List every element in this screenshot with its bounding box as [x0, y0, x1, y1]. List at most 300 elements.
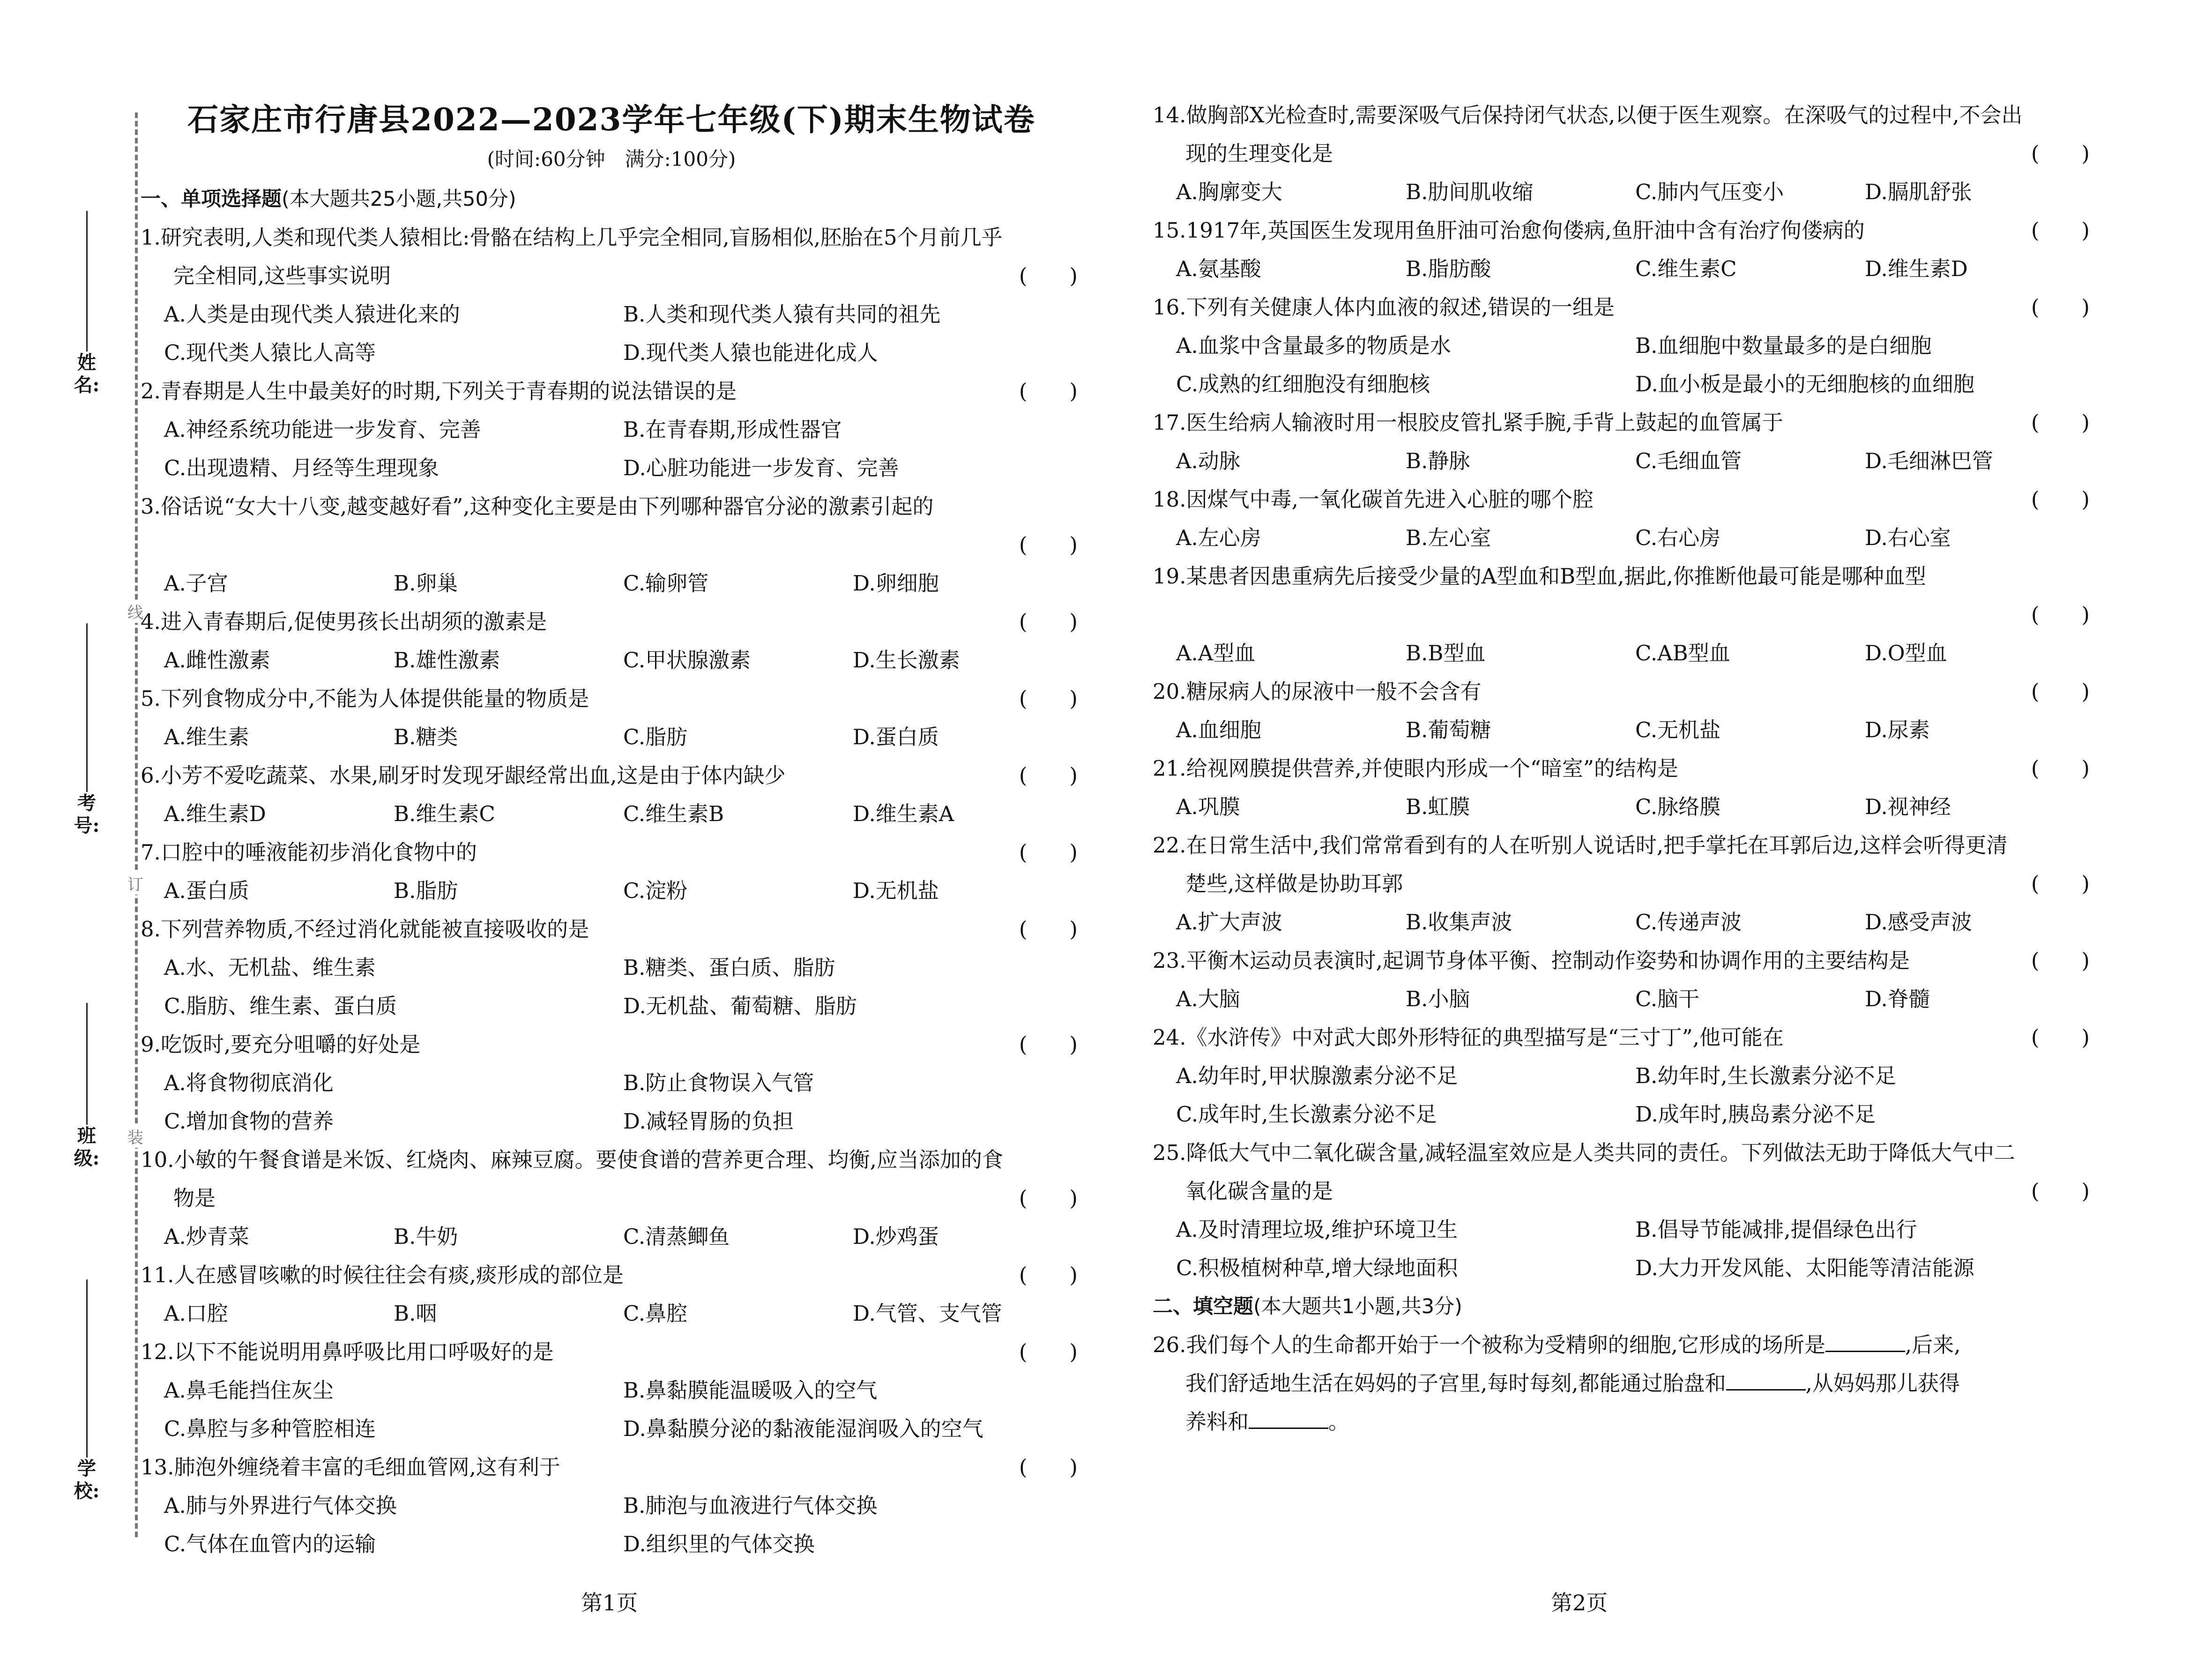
exam-number-write-line[interactable]: [86, 623, 88, 792]
right-column: [1153, 96, 2094, 1441]
option-a[interactable]: A.血细胞: [1176, 718, 1261, 742]
option-b[interactable]: B.鼻黏膜能温暖吸入的空气: [623, 1378, 878, 1403]
option-row: [141, 1294, 1082, 1333]
question-number: 19.: [1153, 564, 1186, 589]
question-number: 5.: [141, 686, 161, 711]
option-d[interactable]: D.血小板是最小的无细胞核的血细胞: [1635, 372, 1974, 396]
option-d[interactable]: D.现代类人猿也能进化成人: [623, 340, 878, 365]
fill-text: 我们每个人的生命都开始于一个被称为受精卵的细胞,它形成的场所是: [1186, 1332, 1825, 1357]
option-row: [1153, 1211, 2094, 1249]
fill-text: 养料和: [1185, 1409, 1249, 1434]
answer-parentheses[interactable]: ( ): [1019, 609, 1078, 634]
option-c[interactable]: C.传递声波: [1635, 910, 1742, 935]
option-c[interactable]: C.维生素C: [1635, 256, 1737, 281]
option-a[interactable]: A.水、无机盐、维生素: [164, 955, 376, 980]
option-d[interactable]: D.O型血: [1865, 641, 1947, 665]
question: [1153, 404, 2094, 480]
option-row: [141, 949, 1082, 987]
answer-parentheses[interactable]: ( ): [2031, 756, 2090, 781]
option-b[interactable]: B.葡萄糖: [1406, 718, 1491, 742]
option-c[interactable]: C.出现遗精、月经等生理现象: [164, 456, 439, 480]
question-number: 2.: [141, 379, 161, 404]
option-b[interactable]: B.牛奶: [394, 1224, 458, 1249]
answer-parentheses[interactable]: ( ): [1019, 917, 1078, 942]
option-b[interactable]: B.卵巢: [394, 571, 458, 596]
question-body: 下列营养物质,不经过消化就能被直接吸收的是: [160, 917, 589, 942]
option-row: [141, 1064, 1082, 1102]
option-c[interactable]: C.无机盐: [1635, 718, 1721, 742]
option-row: [1153, 788, 2094, 826]
option-c[interactable]: C.鼻腔: [623, 1301, 688, 1326]
question: [1153, 211, 2094, 288]
option-row: [1153, 1057, 2094, 1095]
fill-text: ,后来,: [1905, 1332, 1961, 1357]
option-d[interactable]: D.视神经: [1865, 794, 1951, 819]
option-b[interactable]: B.维生素C: [394, 801, 495, 826]
option-c[interactable]: C.右心房: [1635, 525, 1721, 550]
answer-parentheses[interactable]: ( ): [1019, 840, 1078, 865]
question-body: 糖尿病人的尿液中一般不会含有: [1186, 679, 1482, 704]
section-title: 二、填空题: [1153, 1295, 1253, 1318]
question: [141, 756, 1082, 833]
question-text: [141, 372, 1082, 411]
option-c[interactable]: C.鼻腔与多种管腔相连: [164, 1416, 376, 1441]
option-c[interactable]: C.气体在血管内的运输: [164, 1532, 376, 1556]
option-d[interactable]: D.膈肌舒张: [1865, 179, 1972, 204]
question-number: 24.: [1153, 1025, 1186, 1050]
option-a[interactable]: A.子宫: [164, 571, 228, 596]
option-row: [1153, 903, 2094, 942]
question-stem: [1153, 673, 2094, 711]
option-d[interactable]: D.炒鸡蛋: [853, 1224, 939, 1249]
question-body: 因煤气中毒,一氧化碳首先进入心脏的哪个腔: [1186, 487, 1594, 512]
option-a[interactable]: A.将食物彻底消化: [164, 1070, 334, 1095]
option-a[interactable]: A.血浆中含量最多的物质是水: [1176, 333, 1451, 358]
question-number: 25.: [1153, 1140, 1186, 1165]
question: [141, 603, 1082, 680]
option-d[interactable]: D.蛋白质: [853, 725, 939, 749]
question-number: 18.: [1153, 487, 1186, 512]
question-stem: [141, 372, 1082, 411]
option-b[interactable]: B.收集声波: [1406, 910, 1512, 935]
question-text: [141, 603, 1082, 641]
question-stem: [1153, 480, 2094, 519]
question-text: [1153, 211, 2094, 250]
option-b[interactable]: B.糖类: [394, 725, 458, 749]
option-row: [1153, 711, 2094, 749]
option-row: [141, 295, 1082, 334]
question-body: 1917年,英国医生发现用鱼肝油可治愈佝偻病,鱼肝油中含有治疗佝偻病的: [1186, 218, 1865, 243]
question-stem: [1153, 557, 2094, 596]
question-number: 15.: [1153, 218, 1186, 243]
answer-parentheses[interactable]: ( ): [2031, 487, 2090, 512]
option-a[interactable]: A.肺与外界进行气体交换: [164, 1493, 397, 1518]
question: [1153, 1018, 2094, 1134]
question: [141, 680, 1082, 756]
question: [141, 372, 1082, 487]
question-number: 26.: [1153, 1332, 1186, 1357]
option-row: [1153, 250, 2094, 288]
answer-parentheses[interactable]: ( ): [2031, 218, 2090, 243]
option-b[interactable]: B.防止食物误入气管: [623, 1070, 814, 1095]
question: [1153, 288, 2094, 404]
question-text: [141, 1141, 1082, 1218]
option-d[interactable]: D.维生素D: [1865, 256, 1968, 281]
option-a[interactable]: A.维生素D: [164, 801, 266, 826]
option-c[interactable]: C.成年时,生长激素分泌不足: [1176, 1102, 1437, 1127]
question-number: 7.: [141, 840, 161, 865]
question: [1153, 1134, 2094, 1287]
question-list-right: [1153, 96, 2094, 1287]
answer-parentheses[interactable]: ( ): [1019, 1455, 1078, 1480]
option-c[interactable]: C.甲状腺激素: [623, 648, 751, 673]
section-heading-choice: [141, 180, 1082, 218]
question-stem: [141, 1141, 1082, 1218]
answer-parentheses[interactable]: ( ): [2031, 679, 2090, 704]
option-d[interactable]: D.感受声波: [1865, 910, 1972, 935]
exam-subtitle: (时间:60分钟 满分:100分): [487, 148, 736, 171]
option-c[interactable]: C.现代类人猿比人高等: [164, 340, 376, 365]
question-stem: [141, 1025, 1082, 1064]
option-d[interactable]: D.气管、支气管: [853, 1301, 1002, 1326]
question: [1153, 673, 2094, 749]
question: [1153, 942, 2094, 1018]
question-stem: [141, 603, 1082, 641]
option-b[interactable]: B.雄性激素: [394, 648, 500, 673]
answer-parentheses[interactable]: ( ): [1019, 1339, 1078, 1364]
section-note: (本大题共25小题,共50分): [282, 187, 516, 211]
fill-question: [1153, 1326, 2094, 1364]
option-row: [141, 718, 1082, 756]
question: [1153, 826, 2094, 942]
option-a[interactable]: A.A型血: [1176, 641, 1256, 665]
question-number: 17.: [1153, 410, 1186, 435]
option-c[interactable]: C.毛细血管: [1635, 449, 1742, 473]
option-a[interactable]: A.动脉: [1176, 449, 1240, 473]
left-column: [141, 98, 1082, 1563]
option-a[interactable]: A.维生素: [164, 725, 249, 749]
option-row: [141, 1218, 1082, 1256]
question-text: [141, 1448, 1082, 1487]
question: [141, 1141, 1082, 1256]
option-d[interactable]: D.成年时,胰岛素分泌不足: [1635, 1102, 1876, 1127]
option-d[interactable]: D.鼻黏膜分泌的黏液能湿润吸入的空气: [623, 1416, 983, 1441]
answer-parentheses[interactable]: ( ): [1019, 686, 1078, 711]
answer-parentheses[interactable]: ( ): [2031, 410, 2090, 435]
name-field[interactable]: [70, 206, 103, 396]
option-a[interactable]: A.鼻毛能挡住灰尘: [164, 1378, 334, 1403]
question-stem: [141, 910, 1082, 949]
question-body: 人在感冒咳嗽的时候往往会有痰,痰形成的部位是: [174, 1263, 624, 1287]
option-a[interactable]: A.幼年时,甲状腺激素分泌不足: [1176, 1063, 1458, 1088]
question-text: [1153, 942, 2094, 980]
option-a[interactable]: A.炒青菜: [164, 1224, 249, 1249]
option-row: [141, 564, 1082, 603]
question-stem: [1153, 96, 2094, 173]
answer-parentheses[interactable]: ( ): [1019, 1263, 1078, 1287]
question-body: 青春期是人生中最美好的时期,下列关于青春期的说法错误的是: [160, 379, 737, 404]
fill-text: 我们舒适地生活在妈妈的子宫里,每时每刻,都能通过胎盘和: [1185, 1371, 1726, 1396]
option-row: [141, 1487, 1082, 1525]
question-text: [1153, 673, 2094, 711]
option-row: [141, 1102, 1082, 1141]
option-row: [1153, 1249, 2094, 1287]
option-c[interactable]: C.积极植树种草,增大绿地面积: [1176, 1256, 1458, 1280]
question-body: 给视网膜提供营养,并使眼内形成一个“暗室”的结构是: [1186, 756, 1678, 781]
exam-number-field[interactable]: [70, 619, 103, 837]
fill-question-line: [1153, 1403, 2094, 1441]
question-stem: [141, 487, 1082, 526]
section-note: (本大题共1小题,共3分): [1253, 1295, 1462, 1318]
option-row: [1153, 442, 2094, 480]
class-label: 班级:: [74, 1125, 100, 1169]
binding-dashed-line: [135, 112, 138, 1537]
section-title: 一、单项选择题: [141, 187, 282, 211]
option-c[interactable]: C.成熟的红细胞没有细胞核: [1176, 372, 1430, 396]
question: [141, 1333, 1082, 1448]
question-text: [1153, 404, 2094, 442]
option-d[interactable]: D.无机盐、葡萄糖、脂肪: [623, 994, 857, 1018]
answer-parentheses[interactable]: ( ): [1019, 532, 1078, 557]
question-stem: [1153, 749, 2094, 788]
answer-parentheses[interactable]: ( ): [2031, 1179, 2090, 1204]
option-c[interactable]: C.输卵管: [623, 571, 709, 596]
question-body: 降低大气中二氧化碳含量,减轻温室效应是人类共同的责任。下列做法无助于降低大气中二氧化碳含量的是: [1185, 1140, 2015, 1204]
question-stem: [141, 218, 1082, 295]
option-b[interactable]: B.虹膜: [1406, 794, 1470, 819]
question-number: 10.: [141, 1147, 174, 1172]
question-text: [1153, 288, 2094, 327]
answer-parentheses[interactable]: ( ): [2031, 141, 2090, 166]
question-body: 研究表明,人类和现代类人猿相比:骨骼在结构上几乎完全相同,盲肠相似,胚胎在5个月前几乎完全相同,这些事实说明: [160, 225, 1003, 288]
option-a[interactable]: A.氨基酸: [1176, 256, 1261, 281]
option-c[interactable]: C.AB型血: [1635, 641, 1730, 665]
question-number: 11.: [141, 1263, 174, 1287]
option-row: [141, 641, 1082, 680]
answer-parentheses[interactable]: ( ): [1019, 1032, 1078, 1057]
option-c[interactable]: C.维生素B: [623, 801, 724, 826]
question-number: 13.: [141, 1455, 174, 1480]
option-b[interactable]: B.幼年时,生长激素分泌不足: [1635, 1063, 1896, 1088]
option-a[interactable]: A.扩大声波: [1176, 910, 1282, 935]
option-d[interactable]: D.卵细胞: [853, 571, 939, 596]
option-b[interactable]: B.静脉: [1406, 449, 1470, 473]
answer-parentheses[interactable]: ( ): [2031, 871, 2090, 896]
question-number: 12.: [141, 1339, 174, 1364]
option-c[interactable]: C.清蒸鲫鱼: [623, 1224, 730, 1249]
class-field[interactable]: [70, 998, 103, 1170]
option-row: [1153, 634, 2094, 673]
option-row: [1153, 1095, 2094, 1134]
question: [141, 910, 1082, 1025]
question-body: 做胸部X光检查时,需要深吸气后保持闭气状态,以便于医生观察。在深吸气的过程中,不会出现的生理变化是: [1185, 103, 2023, 166]
question-body: 医生给病人输液时用一根胶皮管扎紧手腕,手背上鼓起的血管属于: [1186, 410, 1783, 435]
option-a[interactable]: A.大脑: [1176, 987, 1240, 1011]
option-c[interactable]: C.脑干: [1635, 987, 1700, 1011]
option-b[interactable]: B.血细胞中数量最多的是白细胞: [1635, 333, 1932, 358]
question-body: 下列有关健康人体内血液的叙述,错误的一组是: [1186, 295, 1615, 320]
option-row: [141, 1410, 1082, 1448]
question-body: 俗话说“女大十八变,越变越好看”,这种变化主要是由下列哪种器官分泌的激素引起的: [160, 494, 934, 519]
answer-parentheses[interactable]: ( ): [1019, 763, 1078, 788]
exam-number-label: 考号:: [74, 792, 100, 837]
question-body: 小芳不爱吃蔬菜、水果,刷牙时发现牙龈经常出血,这是由于体内缺少: [160, 763, 786, 788]
option-d[interactable]: D.脊髓: [1865, 987, 1930, 1011]
option-a[interactable]: A.巩膜: [1176, 794, 1240, 819]
question-stem: [141, 1333, 1082, 1371]
option-d[interactable]: D.无机盐: [853, 878, 939, 903]
option-b[interactable]: B.咽: [394, 1301, 437, 1326]
answer-blank[interactable]: [1249, 1409, 1328, 1429]
question-number: 1.: [141, 225, 161, 250]
answer-line: [141, 526, 1082, 564]
option-a[interactable]: A.人类是由现代类人猿进化来的: [164, 302, 460, 327]
binding-strip: [19, 94, 141, 1570]
option-a[interactable]: A.雌性激素: [164, 648, 270, 673]
option-row: [141, 411, 1082, 449]
question-number: 22.: [1153, 833, 1186, 858]
option-c[interactable]: C.肺内气压变小: [1635, 179, 1784, 204]
option-d[interactable]: D.尿素: [1865, 718, 1930, 742]
option-d[interactable]: D.心脏功能进一步发育、完善: [623, 456, 899, 480]
question-text: [1153, 96, 2094, 173]
name-label: 姓名:: [74, 351, 100, 396]
question-text: [141, 833, 1082, 872]
option-row: [141, 1525, 1082, 1563]
option-c[interactable]: C.淀粉: [623, 878, 688, 903]
answer-parentheses[interactable]: ( ): [2031, 602, 2090, 627]
option-a[interactable]: A.胸廓变大: [1176, 179, 1282, 204]
page-number-left: 第1页: [581, 1590, 638, 1615]
option-d[interactable]: D.减轻胃肠的负担: [623, 1109, 794, 1134]
question-list-left: [141, 218, 1082, 1563]
question: [141, 1448, 1082, 1563]
question-body: 某患者因患重病先后接受少量的A型血和B型血,据此,你推断他最可能是哪种血型: [1186, 564, 1926, 589]
option-row: [141, 1371, 1082, 1410]
option-a[interactable]: A.口腔: [164, 1301, 228, 1326]
question-stem: [141, 756, 1082, 795]
option-b[interactable]: B.人类和现代类人猿有共同的祖先: [623, 302, 941, 327]
option-a[interactable]: A.及时清理垃圾,维护环境卫生: [1176, 1217, 1458, 1242]
option-a[interactable]: A.神经系统功能进一步发育、完善: [164, 417, 481, 442]
question-stem: [1153, 211, 2094, 250]
question-body: 肺泡外缠绕着丰富的毛细血管网,这有利于: [174, 1455, 560, 1480]
answer-parentheses[interactable]: ( ): [2031, 948, 2090, 973]
question-number: 16.: [1153, 295, 1186, 320]
question-body: 进入青春期后,促使男孩长出胡须的激素是: [160, 609, 547, 634]
option-b[interactable]: B.肋间肌收缩: [1406, 179, 1534, 204]
question-stem: [1153, 1134, 2094, 1211]
question-body: 小敏的午餐食谱是米饭、红烧肉、麻辣豆腐。要使食谱的营养更合理、均衡,应当添加的食物是: [173, 1147, 1003, 1211]
school-write-line[interactable]: [86, 1279, 88, 1458]
question-body: 以下不能说明用鼻呼吸比用口呼吸好的是: [174, 1339, 554, 1364]
option-d[interactable]: D.右心室: [1865, 525, 1951, 550]
option-d[interactable]: D.生长激素: [853, 648, 960, 673]
fill-question-line: [1153, 1364, 2094, 1403]
question: [141, 833, 1082, 910]
answer-parentheses[interactable]: ( ): [2031, 295, 2090, 320]
answer-parentheses[interactable]: ( ): [1019, 263, 1078, 288]
option-b[interactable]: B.小脑: [1406, 987, 1470, 1011]
option-b[interactable]: B.糖类、蛋白质、脂肪: [623, 955, 835, 980]
option-b[interactable]: B.B型血: [1406, 641, 1486, 665]
question-text: [1153, 480, 2094, 519]
answer-parentheses[interactable]: ( ): [1019, 379, 1078, 404]
question-body: 下列食物成分中,不能为人体提供能量的物质是: [160, 686, 589, 711]
option-row: [1153, 365, 2094, 404]
option-row: [141, 987, 1082, 1025]
question-stem: [141, 1448, 1082, 1487]
question: [1153, 557, 2094, 673]
question-text: [141, 680, 1082, 718]
answer-parentheses[interactable]: ( ): [2031, 1025, 2090, 1050]
option-d[interactable]: D.维生素A: [853, 801, 954, 826]
question: [1153, 480, 2094, 557]
option-row: [141, 334, 1082, 372]
option-b[interactable]: B.左心室: [1406, 525, 1491, 550]
option-c[interactable]: C.脂肪: [623, 725, 688, 749]
school-field[interactable]: [70, 1275, 103, 1503]
question-body: 口腔中的唾液能初步消化食物中的: [160, 840, 477, 865]
option-row: [1153, 327, 2094, 365]
option-b[interactable]: B.倡导节能减排,提倡绿色出行: [1635, 1217, 1917, 1242]
option-c[interactable]: C.脂肪、维生素、蛋白质: [164, 994, 397, 1018]
question-text: [141, 1256, 1082, 1294]
answer-blank[interactable]: [1825, 1332, 1905, 1352]
question-number: 21.: [1153, 756, 1186, 781]
question-number: 4.: [141, 609, 161, 634]
option-d[interactable]: D.组织里的气体交换: [623, 1532, 815, 1556]
binding-char-fix: 装: [127, 1125, 143, 1148]
option-row: [1153, 173, 2094, 211]
option-b[interactable]: B.脂肪: [394, 878, 458, 903]
answer-blank[interactable]: [1726, 1370, 1806, 1391]
option-row: [141, 795, 1082, 833]
option-c[interactable]: C.脉络膜: [1635, 794, 1721, 819]
question-number: 14.: [1153, 103, 1186, 127]
option-b[interactable]: B.在青春期,形成性器官: [623, 417, 842, 442]
option-row: [1153, 980, 2094, 1018]
school-label: 学校:: [74, 1458, 100, 1502]
page-number-right: 第2页: [1551, 1590, 1608, 1615]
binding-char-bind: 订: [127, 872, 143, 895]
option-row: [141, 872, 1082, 910]
option-b[interactable]: B.脂肪酸: [1406, 256, 1491, 281]
question: [1153, 96, 2094, 211]
question-number: 6.: [141, 763, 161, 788]
class-write-line[interactable]: [86, 1003, 88, 1125]
name-write-line[interactable]: [86, 211, 88, 351]
question-number: 9.: [141, 1032, 161, 1057]
option-c[interactable]: C.增加食物的营养: [164, 1109, 334, 1134]
question-text: [1153, 749, 2094, 788]
answer-line: [1153, 596, 2094, 634]
question-stem: [1153, 1018, 2094, 1057]
option-d[interactable]: D.毛细淋巴管: [1865, 449, 1993, 473]
answer-parentheses[interactable]: ( ): [1019, 1186, 1078, 1211]
option-d[interactable]: D.大力开发风能、太阳能等清洁能源: [1635, 1256, 1974, 1280]
question-text: [141, 487, 1082, 526]
question-text: [141, 218, 1082, 295]
question-text: [141, 756, 1082, 795]
option-a[interactable]: A.蛋白质: [164, 878, 249, 903]
question-text: [1153, 1134, 2094, 1211]
option-a[interactable]: A.左心房: [1176, 525, 1261, 550]
question-text: [1153, 826, 2094, 903]
question-body: 《水浒传》中对武大郎外形特征的典型描写是“三寸丁”,他可能在: [1186, 1025, 1784, 1050]
option-b[interactable]: B.肺泡与血液进行气体交换: [623, 1493, 878, 1518]
question: [141, 1025, 1082, 1141]
